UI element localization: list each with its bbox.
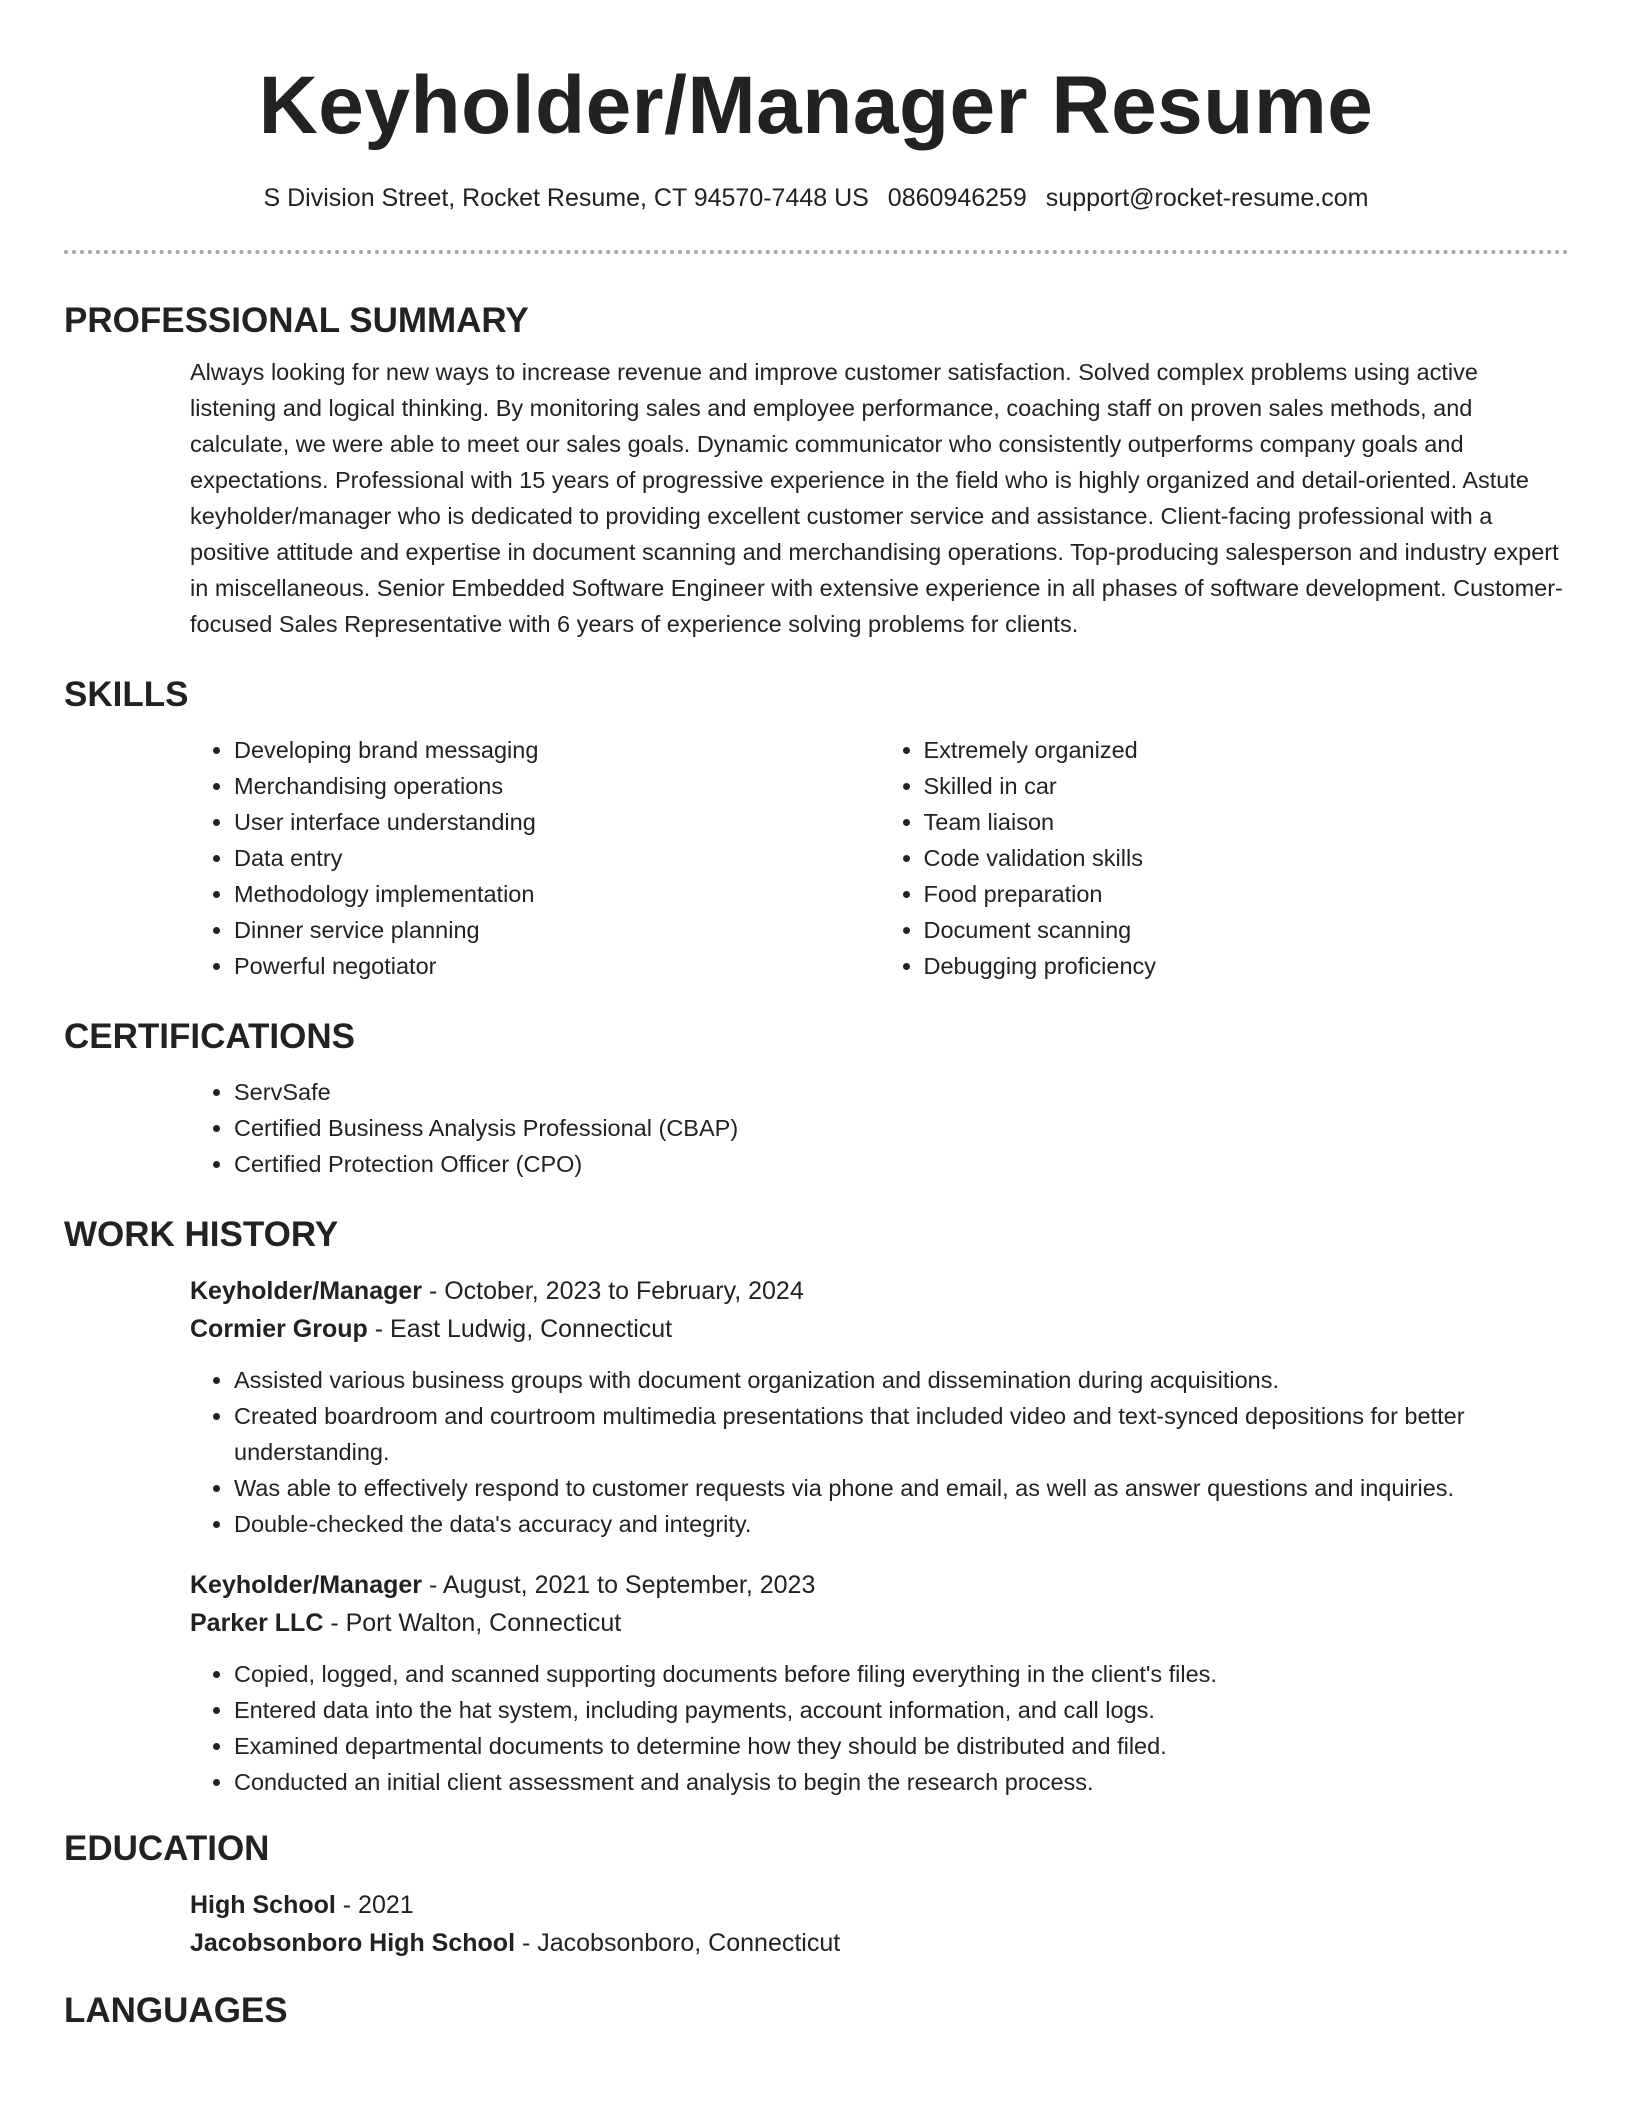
resume-title: Keyholder/Manager Resume [258,60,1374,151]
skill-item: • Powerful negotiator [234,948,880,984]
skill-item: • Skilled in car [924,768,1570,804]
certifications-heading: CERTIFICATIONS [64,1017,356,1056]
job-title: Keyholder/Manager [190,1277,423,1305]
education-degree: High School [190,1891,336,1919]
education-entry [190,1886,1569,1962]
summary-heading: PROFESSIONAL SUMMARY [64,301,529,340]
header-divider [64,250,1569,254]
job-bullet: • Conducted an initial client assessment and analysis to begin the research process. [234,1764,1569,1800]
skills-left-list [190,732,880,984]
skill-item: • Document scanning [924,912,1570,948]
job-bullet: • Entered data into the hat system, including payments, account information, and call logs. [234,1692,1569,1728]
education-degree-line [190,1886,1569,1924]
job-bullet: • Examined departmental documents to determine how they should be distributed and filed. [234,1728,1569,1764]
skill-item: • Merchandising operations [234,768,880,804]
job-dates: - October, 2023 to February, 2024 [422,1277,804,1305]
education-heading: EDUCATION [64,1829,270,1868]
education-year: - 2021 [335,1891,414,1919]
job-title: Keyholder/Manager [190,1571,423,1599]
summary-text: Always looking for new ways to increase revenue and improve customer satisfaction. Solved complex problems using active listening and logical thinking. By monitoring sales and employee performance, coaching staff on proven sales methods, and calculate, we were able to meet our sales goals. Dynamic communicator who consistently outperforms company goals and expectations. Professional with 15 years of progressive experience in the field who is highly organized and detail-oriented. Astute keyholder/manager who is dedicated to providing excellent customer service and assistance. Client-facing professional with a positive attitude and expertise in document scanning and merchandising operations. Top-producing salesperson and industry expert in miscellaneous. Senior Embedded Software Engineer with extensive experience in all phases of software development. Customer-focused Sales Representative with 6 years of experience solving problems for clients. [190,359,1563,637]
contact-email: support@rocket-resume.com [1045,184,1369,212]
education-school-line [190,1924,1569,1962]
education-section [64,1824,1569,1962]
skill-item: • Data entry [234,840,880,876]
job-bullet: • Assisted various business groups with document organization and dissemination during acquisitions. [234,1362,1569,1398]
work-history-heading: WORK HISTORY [64,1215,339,1254]
skill-item: • Team liaison [924,804,1570,840]
job-bullet: • Double-checked the data's accuracy and integrity. [234,1506,1569,1542]
skills-section [64,670,1569,984]
job-company: Cormier Group [190,1315,368,1343]
summary-body [64,354,1569,642]
contact-line [0,182,1632,214]
job-bullets [190,1656,1569,1800]
education-school: Jacobsonboro High School [190,1929,516,1957]
job-title-line [190,1272,1569,1310]
job-entry [190,1272,1569,1542]
certifications-list [190,1074,1569,1182]
skill-item: • Debugging proficiency [924,948,1570,984]
job-location: - Port Walton, Connecticut [323,1609,622,1637]
work-history-section [64,1210,1569,1800]
certification-item: • Certified Protection Officer (CPO) [234,1146,1569,1182]
summary-section [64,296,1569,642]
skill-item: • Dinner service planning [234,912,880,948]
education-body [64,1886,1569,1962]
skills-body [64,732,1569,984]
languages-heading: LANGUAGES [64,1991,288,2030]
certifications-body [64,1074,1569,1182]
contact-address: S Division Street, Rocket Resume, CT 94570-7448 US [263,184,869,212]
skills-right-list [880,732,1570,984]
job-bullet: • Created boardroom and courtroom multimedia presentations that included video and text-synced depositions for better understanding. [234,1398,1569,1470]
job-title-line [190,1566,1569,1604]
resume-content [64,296,1569,2036]
skills-heading: SKILLS [64,675,189,714]
skill-item: • Developing brand messaging [234,732,880,768]
languages-section [64,1986,1569,2036]
certifications-section [64,1012,1569,1182]
job-entry [190,1566,1569,1800]
certification-item: • ServSafe [234,1074,1569,1110]
skill-item: • Code validation skills [924,840,1570,876]
skill-item: • Food preparation [924,876,1570,912]
job-company: Parker LLC [190,1609,324,1637]
job-dates: - August, 2021 to September, 2023 [422,1571,816,1599]
education-location: - Jacobsonboro, Connecticut [515,1929,841,1957]
job-company-line [190,1604,1569,1642]
skill-item: • Methodology implementation [234,876,880,912]
skill-item: • Extremely organized [924,732,1570,768]
job-bullets [190,1362,1569,1542]
contact-phone: 0860946259 [887,184,1027,212]
job-location: - East Ludwig, Connecticut [367,1315,673,1343]
skill-item: • User interface understanding [234,804,880,840]
job-bullet: • Was able to effectively respond to customer requests via phone and email, as well as answer questions and inquiries. [234,1470,1569,1506]
certification-item: • Certified Business Analysis Professional (CBAP) [234,1110,1569,1146]
skills-columns [190,732,1569,984]
work-history-body [64,1272,1569,1800]
job-bullet: • Copied, logged, and scanned supporting documents before filing everything in the client's files. [234,1656,1569,1692]
job-company-line [190,1310,1569,1348]
